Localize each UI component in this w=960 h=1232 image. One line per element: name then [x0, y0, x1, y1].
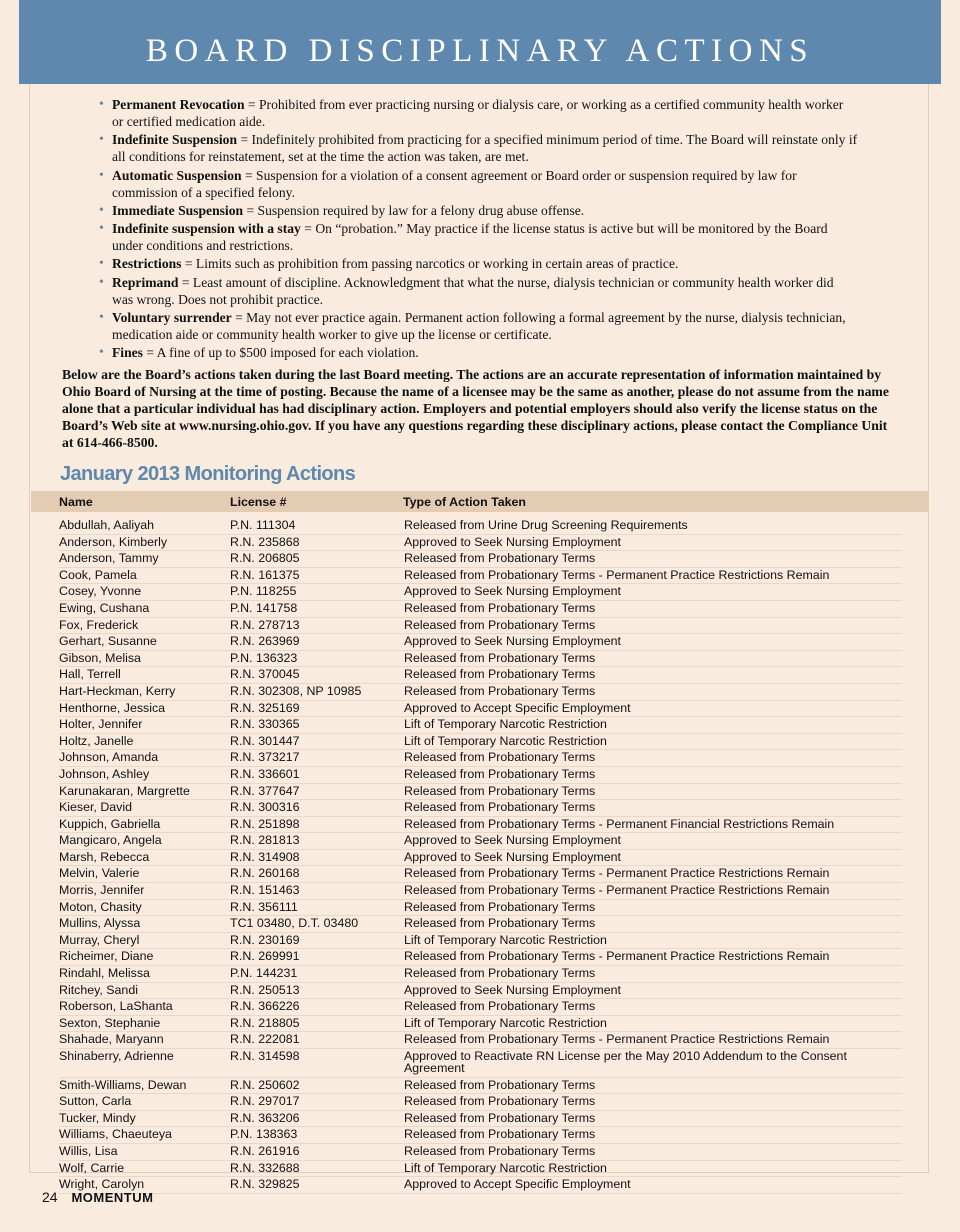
cell-action: Released from Probationary Terms — [404, 899, 596, 914]
column-header-license: License # — [230, 495, 287, 509]
cell-action: Released from Urine Drug Screening Requirements — [404, 518, 688, 532]
cell-license: R.N. 151463 — [230, 883, 300, 898]
table-row — [59, 1111, 902, 1128]
table-row — [59, 883, 902, 900]
bullet-icon: • — [99, 310, 104, 326]
cell-name: Sexton, Stephanie — [59, 1015, 161, 1030]
cell-action: Released from Probationary Terms — [404, 617, 596, 632]
cell-license: R.N. 363206 — [230, 1110, 300, 1125]
cell-license: TC1 03480, D.T. 03480 — [230, 916, 359, 931]
definition-text: = A fine of up to $500 imposed for each violation. — [142, 345, 419, 361]
table-row — [59, 833, 902, 850]
cell-name: Mullins, Alyssa — [59, 916, 141, 931]
cell-name: Ewing, Cushana — [59, 600, 150, 615]
cell-license: R.N. 269991 — [230, 949, 300, 964]
table-row — [59, 767, 902, 784]
table-row — [59, 651, 902, 668]
cell-name: Willis, Lisa — [59, 1143, 118, 1158]
definition-term: Automatic Suspension — [112, 167, 242, 183]
cell-action: Lift of Temporary Narcotic Restriction — [404, 717, 607, 732]
cell-action: Approved to Reactivate RN License per the May 2010 Addendum to the Consent Agreement — [404, 1049, 847, 1075]
cell-name: Shinaberry, Adrienne — [59, 1049, 174, 1063]
cell-action: Released from Probationary Terms - Permanent Practice Restrictions Remain — [404, 866, 830, 881]
cell-name: Fox, Frederick — [59, 617, 139, 632]
cell-name: Holtz, Janelle — [59, 733, 134, 748]
cell-action: Approved to Accept Specific Employment — [404, 700, 631, 715]
cell-license: P.N. 141758 — [230, 600, 298, 615]
cell-name: Henthorne, Jessica — [59, 700, 166, 715]
table-row — [59, 866, 902, 883]
cell-action: Released from Probationary Terms - Permanent Financial Restrictions Remain — [404, 816, 835, 831]
cell-action: Released from Probationary Terms — [404, 551, 596, 566]
cell-name: Ritchey, Sandi — [59, 982, 138, 997]
cell-action: Released from Probationary Terms — [404, 1143, 596, 1158]
cell-license: R.N. 332688 — [230, 1160, 300, 1175]
table-row — [59, 568, 902, 585]
cell-name: Wolf, Carrie — [59, 1160, 125, 1175]
cell-action: Released from Probationary Terms - Permanent Practice Restrictions Remain — [404, 1032, 830, 1047]
cell-action: Approved to Seek Nursing Employment — [404, 534, 621, 549]
definition-text: = Suspension for a violation of a consent agreement or Board order or suspension required by law for commission of a specified felony. — [112, 167, 797, 200]
table-row — [59, 535, 902, 552]
cell-license: P.N. 144231 — [230, 966, 298, 981]
definition-text: = Prohibited from ever practicing nursing or dialysis care, or working as a certified community health worker or certified medication aide. — [112, 97, 844, 129]
cell-action: Approved to Seek Nursing Employment — [404, 849, 621, 864]
cell-license: R.N. 300316 — [230, 800, 300, 815]
section-title: January 2013 Monitoring Actions — [60, 463, 356, 485]
table-row — [59, 1032, 902, 1049]
table-row — [59, 1094, 902, 1111]
definition-item — [98, 309, 858, 343]
table-row — [59, 1144, 902, 1161]
definition-term: Fines — [112, 345, 143, 361]
table-row — [59, 966, 902, 983]
table-row — [59, 717, 902, 734]
page-number: 24 — [42, 1189, 58, 1205]
bullet-icon: • — [99, 97, 104, 112]
bullet-icon: • — [99, 202, 104, 218]
cell-name: Smith-Williams, Dewan — [59, 1077, 187, 1092]
cell-name: Richeimer, Diane — [59, 949, 154, 964]
definition-term: Indefinite Suspension — [112, 132, 238, 148]
cell-name: Roberson, LaShanta — [59, 999, 173, 1014]
bullet-icon: • — [99, 274, 104, 290]
table-row — [59, 1161, 902, 1178]
cell-license: R.N. 218805 — [230, 1015, 300, 1030]
table-row — [59, 1127, 902, 1144]
table-row — [59, 916, 902, 933]
definition-item — [98, 255, 858, 272]
cell-name: Abdullah, Aaliyah — [59, 518, 155, 532]
definition-term: Reprimand — [112, 274, 179, 290]
cell-license: R.N. 263969 — [230, 634, 300, 649]
cell-action: Released from Probationary Terms - Permanent Practice Restrictions Remain — [404, 883, 830, 898]
cell-license: R.N. 251898 — [230, 816, 300, 831]
cell-license: R.N. 302308, NP 10985 — [230, 683, 362, 698]
cell-license: R.N. 222081 — [230, 1032, 300, 1047]
cell-license: R.N. 297017 — [230, 1094, 300, 1109]
cell-license: R.N. 329825 — [230, 1177, 300, 1192]
cell-action: Released from Probationary Terms — [404, 999, 596, 1014]
definition-item — [98, 96, 858, 130]
cell-name: Mangicaro, Angela — [59, 833, 162, 848]
table-row — [59, 1016, 902, 1033]
table-row — [59, 1177, 902, 1194]
table-row — [59, 618, 902, 635]
cell-license: P.N. 136323 — [230, 650, 298, 665]
cell-action: Released from Probationary Terms — [404, 683, 596, 698]
definition-text: = Least amount of discipline. Acknowledgment that what the nurse, dialysis technician or community health worker did was wrong. Does not prohibit practice. — [112, 274, 834, 307]
definition-text: = On “probation.” May practice if the license status is active but will be monitored by the Board under conditions and restrictions. — [112, 221, 828, 254]
cell-action: Released from Probationary Terms — [404, 766, 596, 781]
header-band — [19, 0, 941, 84]
definition-item — [98, 131, 858, 165]
cell-action: Lift of Temporary Narcotic Restriction — [404, 932, 607, 947]
cell-action: Released from Probationary Terms — [404, 916, 596, 931]
cell-name: Cosey, Yvonne — [59, 584, 142, 599]
page-title: BOARD DISCIPLINARY ACTIONS — [145, 32, 815, 69]
cell-action: Released from Probationary Terms — [404, 1127, 596, 1142]
cell-license: R.N. 325169 — [230, 700, 300, 715]
cell-name: Kieser, David — [59, 800, 133, 815]
column-header-action: Type of Action Taken — [403, 495, 526, 509]
cell-action: Released from Probationary Terms — [404, 750, 596, 765]
cell-license: R.N. 230169 — [230, 932, 300, 947]
cell-action: Approved to Seek Nursing Employment — [404, 634, 621, 649]
cell-action: Released from Probationary Terms - Permanent Practice Restrictions Remain — [404, 949, 830, 964]
cell-name: Anderson, Tammy — [59, 551, 159, 566]
table-body — [59, 518, 902, 1194]
cell-license: R.N. 235868 — [230, 534, 300, 549]
cell-license: R.N. 336601 — [230, 766, 300, 781]
cell-name: Gibson, Melisa — [59, 650, 141, 665]
table-header — [31, 491, 929, 512]
cell-name: Murray, Cheryl — [59, 932, 140, 947]
cell-action: Released from Probationary Terms — [404, 650, 596, 665]
cell-license: P.N. 118255 — [230, 584, 297, 599]
cell-license: P.N. 138363 — [230, 1127, 298, 1142]
cell-action: Released from Probationary Terms — [404, 783, 596, 798]
definition-item — [98, 344, 858, 361]
cell-name: Morris, Jennifer — [59, 883, 145, 898]
cell-name: Gerhart, Susanne — [59, 634, 157, 649]
table-row — [59, 933, 902, 950]
table-row — [59, 1078, 902, 1095]
cell-action: Released from Probationary Terms — [404, 600, 596, 615]
table-row — [59, 750, 902, 767]
bullet-icon: • — [99, 167, 104, 183]
table-row — [59, 701, 902, 718]
column-header-name: Name — [59, 495, 93, 509]
publication-name: MOMENTUM — [71, 1190, 154, 1205]
cell-name: Johnson, Ashley — [59, 766, 150, 781]
table-row — [59, 684, 902, 701]
cell-action: Released from Probationary Terms — [404, 800, 596, 815]
cell-name: Rindahl, Melissa — [59, 966, 150, 981]
intro-paragraph: Below are the Board’s actions taken during the last Board meeting. The actions are an accurate representation of information maintained by Ohio Board of Nursing at the time of posting. Because the name of a licensee may be the same as another, please do not assume from the name alone that a particular individual has had disciplinary action. Employers and potential employers should also verify the license status on the Board’s Web site at www.nursing.ohio.gov. If you have any questions regarding these disciplinary actions, please contact the Compliance Unit at 614-466-8500. — [62, 367, 889, 450]
cell-name: Hall, Terrell — [59, 667, 121, 682]
cell-name: Moton, Chasity — [59, 899, 142, 914]
cell-license: R.N. 281813 — [230, 833, 300, 848]
cell-license: P.N. 111304 — [230, 518, 296, 532]
cell-license: R.N. 377647 — [230, 783, 300, 798]
table-row — [59, 800, 902, 817]
cell-name: Holter, Jennifer — [59, 717, 143, 732]
table-row — [59, 551, 902, 568]
cell-action: Released from Probationary Terms — [404, 1094, 596, 1109]
table-row — [59, 584, 902, 601]
definition-text: = May not ever practice again. Permanent action following a formal agreement by the nurse, dialysis technician, medication aide or community health worker to give up the license or certificate. — [112, 310, 846, 343]
cell-name: Anderson, Kimberly — [59, 534, 168, 549]
cell-action: Approved to Accept Specific Employment — [404, 1177, 631, 1192]
cell-name: Williams, Chaeuteya — [59, 1127, 172, 1142]
definition-item — [98, 167, 858, 201]
cell-action: Released from Probationary Terms — [404, 1077, 596, 1092]
cell-action: Released from Probationary Terms — [404, 966, 596, 981]
table-row — [59, 850, 902, 867]
cell-license: R.N. 260168 — [230, 866, 300, 881]
cell-action: Approved to Seek Nursing Employment — [404, 982, 621, 997]
cell-license: R.N. 314908 — [230, 849, 300, 864]
cell-name: Cook, Pamela — [59, 567, 137, 582]
cell-license: R.N. 314598 — [230, 1049, 300, 1063]
cell-action: Released from Probationary Terms — [404, 667, 596, 682]
definition-item — [98, 274, 858, 308]
cell-name: Wright, Carolyn — [59, 1177, 145, 1192]
table-row — [59, 634, 902, 651]
cell-license: R.N. 366226 — [230, 999, 300, 1014]
table-row — [59, 900, 902, 917]
bullet-icon: • — [99, 345, 104, 361]
cell-action: Released from Probationary Terms — [404, 1110, 596, 1125]
cell-license: R.N. 261916 — [230, 1143, 300, 1158]
table-row — [59, 667, 902, 684]
definition-text: = Limits such as prohibition from passing narcotics or working in certain areas of practice. — [181, 256, 679, 272]
definition-term: Voluntary surrender — [112, 310, 232, 326]
cell-license: R.N. 330365 — [230, 717, 300, 732]
definition-item — [98, 202, 858, 219]
cell-action: Lift of Temporary Narcotic Restriction — [404, 1015, 607, 1030]
cell-name: Kuppich, Gabriella — [59, 816, 161, 831]
cell-action: Approved to Seek Nursing Employment — [404, 584, 621, 599]
bullet-icon: • — [99, 132, 104, 148]
cell-name: Karunakaran, Margrette — [59, 783, 190, 798]
cell-license: R.N. 161375 — [230, 567, 300, 582]
footer — [42, 1189, 153, 1205]
cell-license: R.N. 301447 — [230, 733, 300, 748]
cell-name: Shahade, Maryann — [59, 1032, 164, 1047]
table-row — [59, 734, 902, 751]
cell-name: Tucker, Mindy — [59, 1110, 136, 1125]
table-row — [59, 817, 902, 834]
table-row — [59, 999, 902, 1016]
cell-license: R.N. 356111 — [230, 899, 298, 914]
definition-term: Immediate Suspension — [112, 202, 244, 218]
table-row — [59, 518, 902, 535]
cell-license: R.N. 250602 — [230, 1077, 300, 1092]
cell-name: Hart-Heckman, Kerry — [59, 683, 176, 698]
cell-license: R.N. 370045 — [230, 667, 300, 682]
table-row — [59, 601, 902, 618]
cell-license: R.N. 206805 — [230, 551, 300, 566]
cell-name: Johnson, Amanda — [59, 750, 159, 765]
cell-name: Marsh, Rebecca — [59, 849, 150, 864]
cell-action: Released from Probationary Terms - Permanent Practice Restrictions Remain — [404, 567, 830, 582]
cell-action: Lift of Temporary Narcotic Restriction — [404, 1160, 607, 1175]
definitions-list — [98, 96, 858, 363]
table-row — [59, 949, 902, 966]
definition-item — [98, 220, 858, 254]
cell-license: R.N. 373217 — [230, 750, 300, 765]
definition-text: = Indefinitely prohibited from practicing for a specified minimum period of time. The Board will reinstate only if all conditions for reinstatement, set at the time the action was taken, are met. — [112, 132, 858, 165]
definition-term: Indefinite suspension with a stay — [112, 221, 301, 237]
definition-term: Restrictions — [112, 256, 182, 272]
table-row — [59, 784, 902, 801]
cell-license: R.N. 250513 — [230, 982, 300, 997]
cell-name: Melvin, Valerie — [59, 866, 140, 881]
bullet-icon: • — [99, 221, 104, 237]
definition-text: = Suspension required by law for a felony drug abuse offense. — [243, 202, 585, 218]
cell-action: Approved to Seek Nursing Employment — [404, 833, 621, 848]
bullet-icon: • — [99, 256, 104, 272]
table-row — [59, 1049, 902, 1078]
cell-action: Lift of Temporary Narcotic Restriction — [404, 733, 607, 748]
cell-name: Sutton, Carla — [59, 1094, 132, 1109]
definition-term: Permanent Revocation — [112, 97, 245, 112]
table-row — [59, 983, 902, 1000]
cell-license: R.N. 278713 — [230, 617, 300, 632]
